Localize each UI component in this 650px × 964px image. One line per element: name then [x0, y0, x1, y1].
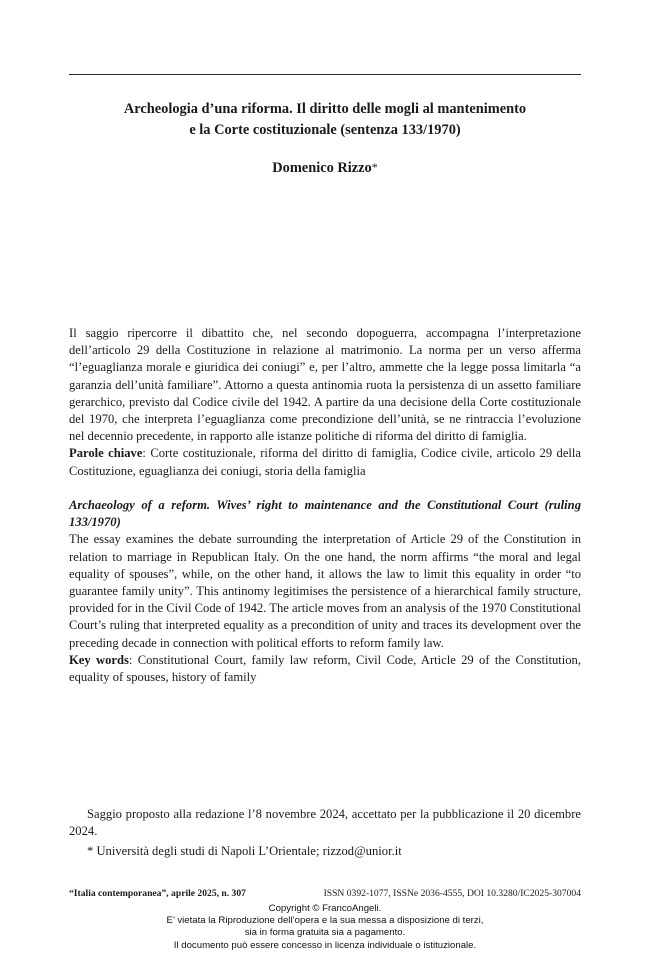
keywords-english	[69, 652, 581, 686]
journal-citation: “Italia contemporanea”, aprile 2025, n. 307	[69, 888, 246, 899]
abstract-english-text: The essay examines the debate surrounding the interpretation of Article 29 of the Constitution in relation to marriage in Republican Italy. On the one hand, the norm affirms “the moral and legal equality of spouses”, while, on the other hand, it allows the law to limit this equality in order “to guarantee family unity”. This antinomy legitimises the persistence of a hierarchical family structure, provided for in the Civil Code of 1942. The article moves from an analysis of the 1970 Constitutional Court’s ruling that interpreted equality as a precondition of unity and traces its development over the preceding decade in connection with political efforts to reform family law.	[69, 532, 581, 650]
author-affiliation-footnote: * Università degli studi di Napoli L’Orientale; rizzod@unior.it	[87, 844, 402, 858]
issn-doi: ISSN 0392-1077, ISSNe 2036-4555, DOI 10.3280/IC2025-307004	[323, 888, 581, 899]
copyright-line-2: E’ vietata la Riproduzione dell’opera e la sua messa a disposizione di terzi,	[166, 915, 484, 927]
keywords-italian	[69, 445, 581, 479]
header-rule	[69, 74, 581, 75]
abstract-english	[69, 497, 581, 686]
abstract-italian-text: Il saggio ripercorre il dibattito che, nel secondo dopoguerra, accompagna l’interpretazione dell’articolo 29 della Costituzione in relazione al matrimonio. La norma per un verso afferma “l’eguaglianza morale e giuridica dei coniugi” e, per l’altro, ammette che la legge possa limitarla “a garanzia dell’unità familiare”. Attorno a questa antinomia ruota la persistenza di un assetto familiare gerarchico, previsto dal Codice civile del 1942. A partire da una decisione della Corte costituzionale del 1970, che interpreta l’eguaglianza come precondizione dell’unità, se ne rintraccia l’evoluzione nel decennio precedente, in rapporto alle istanze politiche di riforma del diritto di famiglia.	[69, 326, 581, 444]
keywords-italian-text: : Corte costituzionale, riforma del diritto di famiglia, Codice civile, articolo 29 della Costituzione, eguaglianza dei coniugi, storia della famiglia	[69, 446, 581, 478]
page-footer	[69, 887, 581, 900]
copyright-line-1: Copyright © FrancoAngeli.	[268, 903, 382, 914]
article-title-line-2: e la Corte costituzionale (sentenza 133/1970)	[189, 122, 461, 138]
submission-note: Saggio proposto alla redazione l’8 novembre 2024, accettato per la pubblicazione il 20 dicembre 2024.	[69, 807, 581, 839]
author-name-text: Domenico Rizzo	[272, 160, 372, 176]
keywords-english-text: : Constitutional Court, family law reform, Civil Code, Article 29 of the Constitution, equality of spouses, history of family	[69, 652, 581, 685]
copyright-line-3: sia in forma gratuita sia a pagamento.	[244, 927, 406, 939]
article-title-line-1: Archeologia d’una riforma. Il diritto delle mogli al mantenimento	[123, 101, 527, 117]
author-name	[69, 158, 581, 178]
copyright-notice	[0, 903, 650, 952]
article-title	[69, 99, 581, 141]
author-footnote-mark: *	[371, 160, 378, 174]
copyright-line-4: Il documento può essere concesso in licenza individuale o istituzionale.	[173, 939, 477, 951]
keywords-italian-label: Parole chiave	[69, 446, 143, 461]
keywords-english-label: Key words	[69, 652, 129, 667]
abstract-english-title: Archaeology of a reform. Wives’ right to maintenance and the Constitutional Court (ruling 133/1970)	[69, 498, 581, 530]
abstract-italian	[69, 325, 581, 480]
